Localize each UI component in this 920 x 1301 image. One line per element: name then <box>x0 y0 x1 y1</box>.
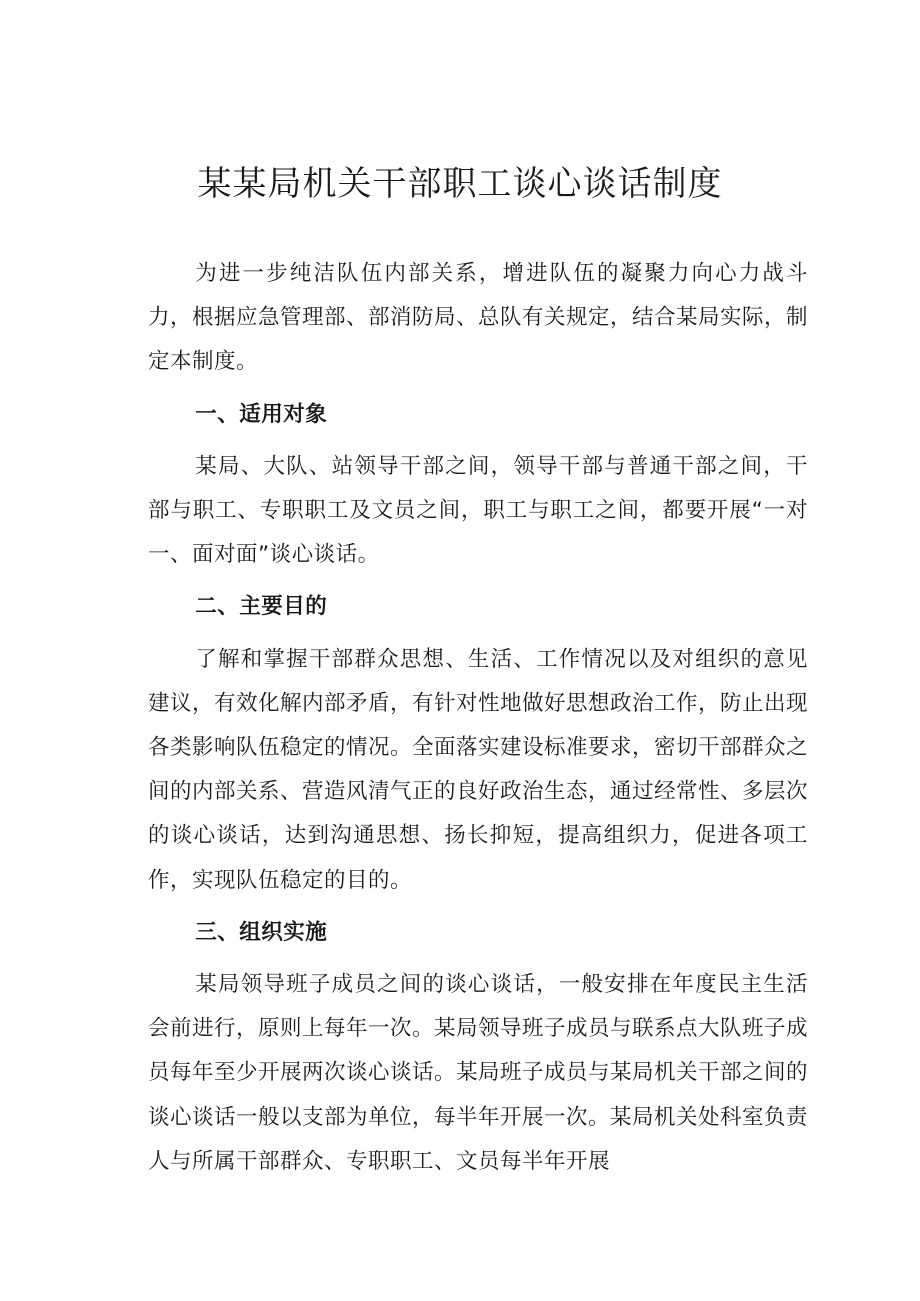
section-text-implementation: 某局领导班子成员之间的谈心谈话，一般安排在年度民主生活会前进行，原则上每年一次。某局领导班子成员与联系点大队班子成员每年至少开展两次谈心谈话。某局班子成员与某局机关干部之间的谈心谈话一般以支部为单位，每半年开展一次。某局机关处科室负责人与所属干部群众、专职职工、文员每半年开展 <box>148 972 809 1174</box>
document-body <box>148 252 808 1192</box>
section-text-scope: 某局、大队、站领导干部之间，领导干部与普通干部之间，干部与职工、专职职工及文员之间，职工与职工之间，都要开展“一对一、面对面”谈心谈话。 <box>148 453 808 568</box>
intro-paragraph: 为进一步纯洁队伍内部关系，增进队伍的凝聚力向心力战斗力，根据应急管理部、部消防局、总队有关规定，结合某局实际，制定本制度。 <box>148 261 809 375</box>
section-heading-scope: 一、适用对象 <box>195 401 328 427</box>
section-heading-implementation: 三、组织实施 <box>195 919 328 945</box>
section-heading-purpose: 二、主要目的 <box>195 594 328 620</box>
document-title: 某某局机关干部职工谈心谈话制度 <box>197 164 723 204</box>
section-text-purpose: 了解和掌握干部群众思想、生活、工作情况以及对组织的意见建议，有效化解内部矛盾，有针对性地做好思想政治工作，防止出现各类影响队伍稳定的情况。全面落实建设标准要求，密切干部群众之间的内部关系、营造风清气正的良好政治生态，通过经常性、多层次的谈心谈话，达到沟通思想、扬长抑短，提高组织力，促进各项工作，实现队伍稳定的目的。 <box>148 646 809 893</box>
